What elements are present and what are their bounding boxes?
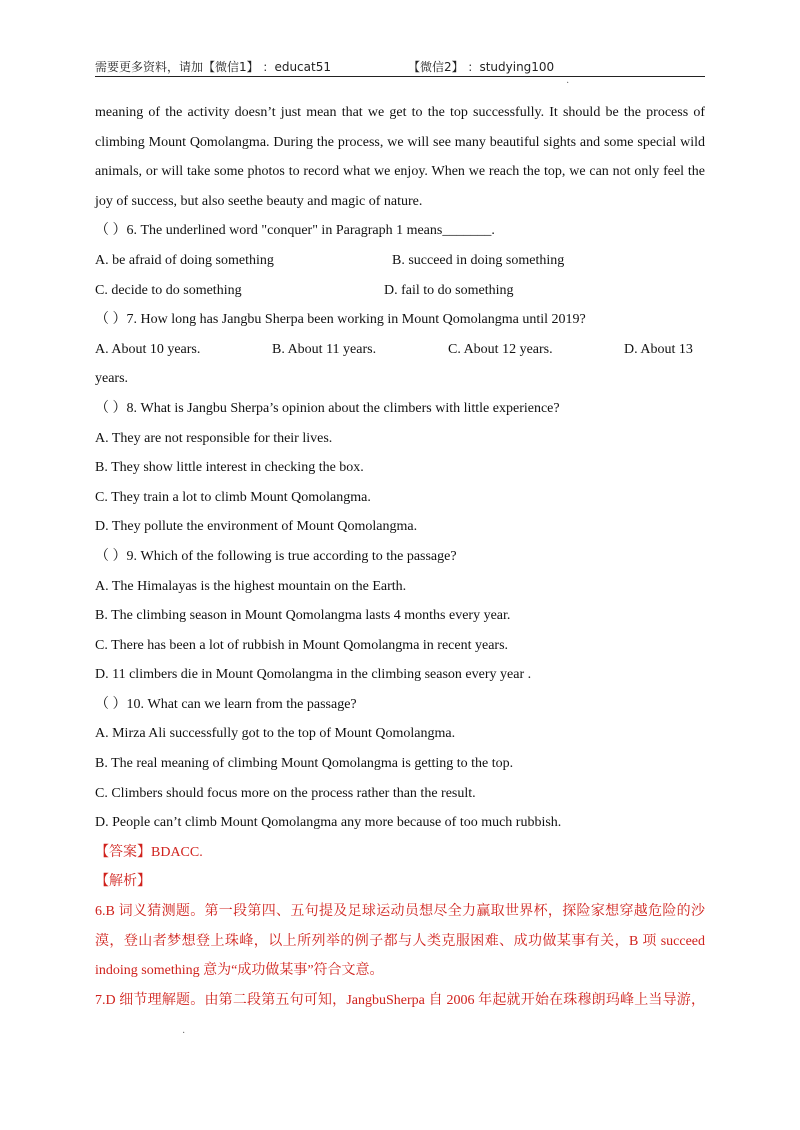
document-body <box>95 98 705 1015</box>
analysis-line: 漠，登山者梦想登上珠峰，以上所列举的例子都与人类克服困难、成功做某事有关，B 项 succeed <box>95 933 705 949</box>
question-9 <box>95 542 705 690</box>
passage <box>95 98 705 216</box>
option-d: D. About 13 <box>624 341 693 357</box>
question-stem: （ ）7. How long has Jangbu Sherpa been working in Mount Qomolangma until 2019? <box>95 312 586 328</box>
option-c: C. There has been a lot of rubbish in Mount Qomolangma in recent years. <box>95 637 509 653</box>
option-a: A. About 10 years. <box>95 341 201 357</box>
option-b: B. succeed in doing something <box>392 252 565 268</box>
page-header <box>95 56 705 77</box>
analysis-line: indoing something 意为“成功做某事”符合文意。 <box>95 963 384 979</box>
option-row <box>95 246 705 276</box>
analysis-line: 7.D 细节理解题。由第二段第五句可知，JangbuSherpa 自 2006 年起就开始在珠穆朗玛峰上当导游， <box>95 992 705 1008</box>
question-stem: （ ）8. What is Jangbu Sherpa’s opinion about the climbers with little experience? <box>95 400 560 416</box>
option-row <box>95 335 705 365</box>
question-6 <box>95 216 705 305</box>
option-a: A. be afraid of doing something <box>95 252 274 268</box>
question-stem: （ ）9. Which of the following is true according to the passage? <box>95 548 457 564</box>
question-10 <box>95 690 705 838</box>
option-a: A. The Himalayas is the highest mountain on the Earth. <box>95 578 407 594</box>
option-c: C. They train a lot to climb Mount Qomolangma. <box>95 489 371 505</box>
option-d-continued: years. <box>95 371 129 387</box>
analysis-label: 【解析】 <box>95 874 151 890</box>
passage-line: climbing Mount Qomolangma. During the process, we will see many beautiful sights and some special wild <box>95 134 705 150</box>
question-stem: （ ）6. The underlined word "conquer" in Paragraph 1 means_______. <box>95 223 495 239</box>
option-b: B. The climbing season in Mount Qomolangma lasts 4 months every year. <box>95 608 511 624</box>
option-b: B. About 11 years. <box>272 341 377 357</box>
option-c: C. decide to do something <box>95 282 242 298</box>
option-c: C. About 12 years. <box>448 341 553 357</box>
question-stem: （ ）10. What can we learn from the passage? <box>95 696 357 712</box>
option-row <box>95 276 705 306</box>
stray-dot: · <box>182 1028 186 1039</box>
option-a: A. They are not responsible for their lives. <box>95 430 333 446</box>
option-b: B. They show little interest in checking the box. <box>95 460 364 476</box>
passage-line: animals, or will take some photos to record what we enjoy. When we reach the top, we can not only feel the <box>95 164 705 180</box>
option-d: D. fail to do something <box>384 282 514 298</box>
answer-key: 【答案】BDACC. <box>95 844 203 860</box>
option-c: C. Climbers should focus more on the process rather than the result. <box>95 785 476 801</box>
header-wechat-1: 需要更多资料，请加【微信1】 ：educat51 <box>95 60 331 74</box>
question-8 <box>95 394 705 542</box>
option-d: D. They pollute the environment of Mount Qomolangma. <box>95 519 418 535</box>
option-d: D. People can’t climb Mount Qomolangma any more because of too much rubbish. <box>95 815 562 831</box>
passage-line: meaning of the activity doesn’t just mean that we get to the top successfully. It should be the process of <box>95 105 705 120</box>
passage-line: joy of success, but also seethe beauty and magic of nature. <box>95 193 423 209</box>
analysis-text <box>95 897 705 1015</box>
header-wechat-2: 【微信2】 ：studying100 <box>408 60 555 74</box>
question-7 <box>95 305 705 394</box>
analysis-line: 6.B 词义猜测题。第一段第四、五句提及足球运动员想尽全力赢取世界杯，探险家想穿越危险的沙 <box>95 904 705 920</box>
option-d: D. 11 climbers die in Mount Qomolangma in the climbing season every year . <box>95 667 532 683</box>
option-b: B. The real meaning of climbing Mount Qomolangma is getting to the top. <box>95 756 514 772</box>
stray-dot: · <box>566 78 570 89</box>
option-a: A. Mirza Ali successfully got to the top of Mount Qomolangma. <box>95 726 456 742</box>
